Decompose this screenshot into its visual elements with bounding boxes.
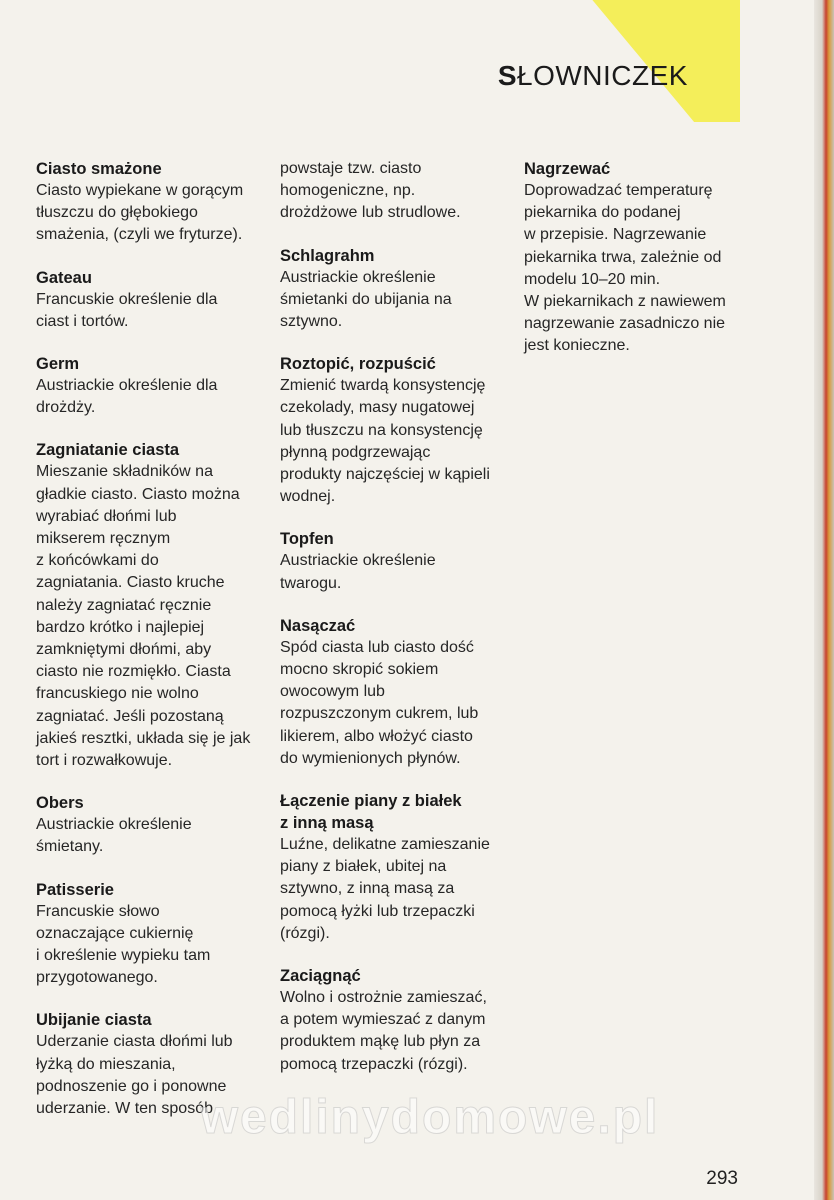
entry-definition: Austriackie określenie dla drożdży. — [36, 377, 218, 417]
entry-continuation: powstaje tzw. ciasto homogeniczne, np. drożdżowe lub strudlowe. — [280, 160, 461, 222]
page-edge-decoration — [814, 0, 834, 1200]
entry-definition: Doprowadzać temperaturę piekarnika do podanej w przepisie. Nagrzewanie piekarnika trwa, zależnie od modelu 10–20 min. W piekarnikach z nawiewem nagrzewanie zasadniczo nie jest konieczne. — [524, 182, 726, 355]
glossary-column-2 — [280, 158, 506, 1096]
entry-term: Nagrzewać — [524, 160, 611, 178]
title-rest: ŁOWNICZEK — [517, 60, 688, 91]
glossary-column-1 — [36, 158, 262, 1140]
glossary-entry — [36, 792, 262, 858]
glossary-entry — [524, 158, 774, 358]
entry-term: Gateau — [36, 268, 92, 287]
entry-term: Zagniatanie ciasta — [36, 441, 180, 460]
glossary-column-3 — [524, 158, 774, 378]
entry-term: Roztopić, rozpuścić — [280, 355, 436, 374]
title-first-letter: S — [497, 60, 518, 91]
entry-term: Łączenie piany z białek z inną masą — [280, 792, 462, 833]
entry-definition: Wolno i ostrożnie zamieszać, a potem wymieszać z danym produktem mąkę lub płyn za pomocą trzepaczki (rózgi). — [280, 989, 487, 1073]
glossary-entry — [280, 528, 506, 594]
watermark: wedlinydomowe.pl — [200, 1091, 660, 1144]
entry-term: Patisserie — [36, 880, 114, 899]
entry-term: Ciasto smażone — [36, 160, 162, 178]
glossary-entry — [36, 353, 262, 419]
entry-definition: Ciasto wypiekane w gorącym tłuszczu do głębokiego smażenia, (czyli we fryturze). — [36, 182, 244, 244]
glossary-entry — [280, 965, 506, 1076]
entry-term: Zaciągnąć — [280, 967, 361, 986]
glossary-entry — [280, 790, 506, 945]
entry-definition: Spód ciasta lub ciasto dość mocno skropić sokiem owocowym lub rozpuszczonym cukrem, lub likierem, albo włożyć ciasto do wymienionych płynów. — [280, 638, 479, 767]
glossary-entry — [280, 353, 506, 508]
entry-definition: Francuskie określenie dla ciast i tortów. — [36, 290, 218, 330]
entry-term: Nasączać — [280, 616, 356, 635]
entry-term: Ubijanie ciasta — [36, 1011, 152, 1030]
entry-term: Schlagrahm — [280, 246, 375, 265]
entry-term: Germ — [36, 355, 80, 374]
glossary-entry — [36, 439, 262, 772]
entry-definition: Austriackie określenie twarogu. — [280, 552, 436, 592]
entry-term: Topfen — [280, 530, 334, 549]
entry-definition: Francuskie słowo oznaczające cukiernię i określenie wypieku tam przygotowanego. — [36, 902, 211, 987]
entry-term: Obers — [36, 794, 84, 813]
glossary-entry — [280, 615, 506, 770]
entry-definition: Austriackie określenie śmietany. — [36, 816, 192, 856]
entry-definition: Austriackie określenie śmietanki do ubijania na sztywno. — [280, 268, 452, 331]
glossary-entry — [36, 879, 262, 990]
glossary-entry — [280, 245, 506, 334]
entry-definition: Uderzanie ciasta dłońmi lub łyżką do mieszania, podnoszenie go i ponowne uderzanie. W ten sposób — [36, 1033, 233, 1118]
glossary-entry — [36, 267, 262, 333]
page-title — [498, 60, 688, 92]
entry-definition: Zmienić twardą konsystencję czekolady, masy nugatowej lub tłuszczu na konsystencję płynną podgrzewając produkty najczęściej w kąpieli wodnej. — [280, 377, 490, 506]
entry-definition: Mieszanie składników na gładkie ciasto. Ciasto można wyrabiać dłońmi lub mikserem ręcznym z końcówkami do zagniatania. Ciasto kruche należy zagniatać ręcznie bardzo krótko i najlepiej zamkniętymi dłońmi, aby ciasto nie rozmiękło. Ciasta francuskiego nie wolno zagniatać. Jeśli pozostaną jakieś resztki, układa się je jak tort i rozwałkowuje. — [36, 463, 251, 770]
glossary-entry — [36, 158, 262, 247]
entry-definition: Luźne, delikatne zamieszanie piany z białek, ubitej na sztywno, z inną masą za pomocą łyżki lub trzepaczki (rózgi). — [280, 836, 490, 942]
page-number: 293 — [706, 1168, 738, 1189]
